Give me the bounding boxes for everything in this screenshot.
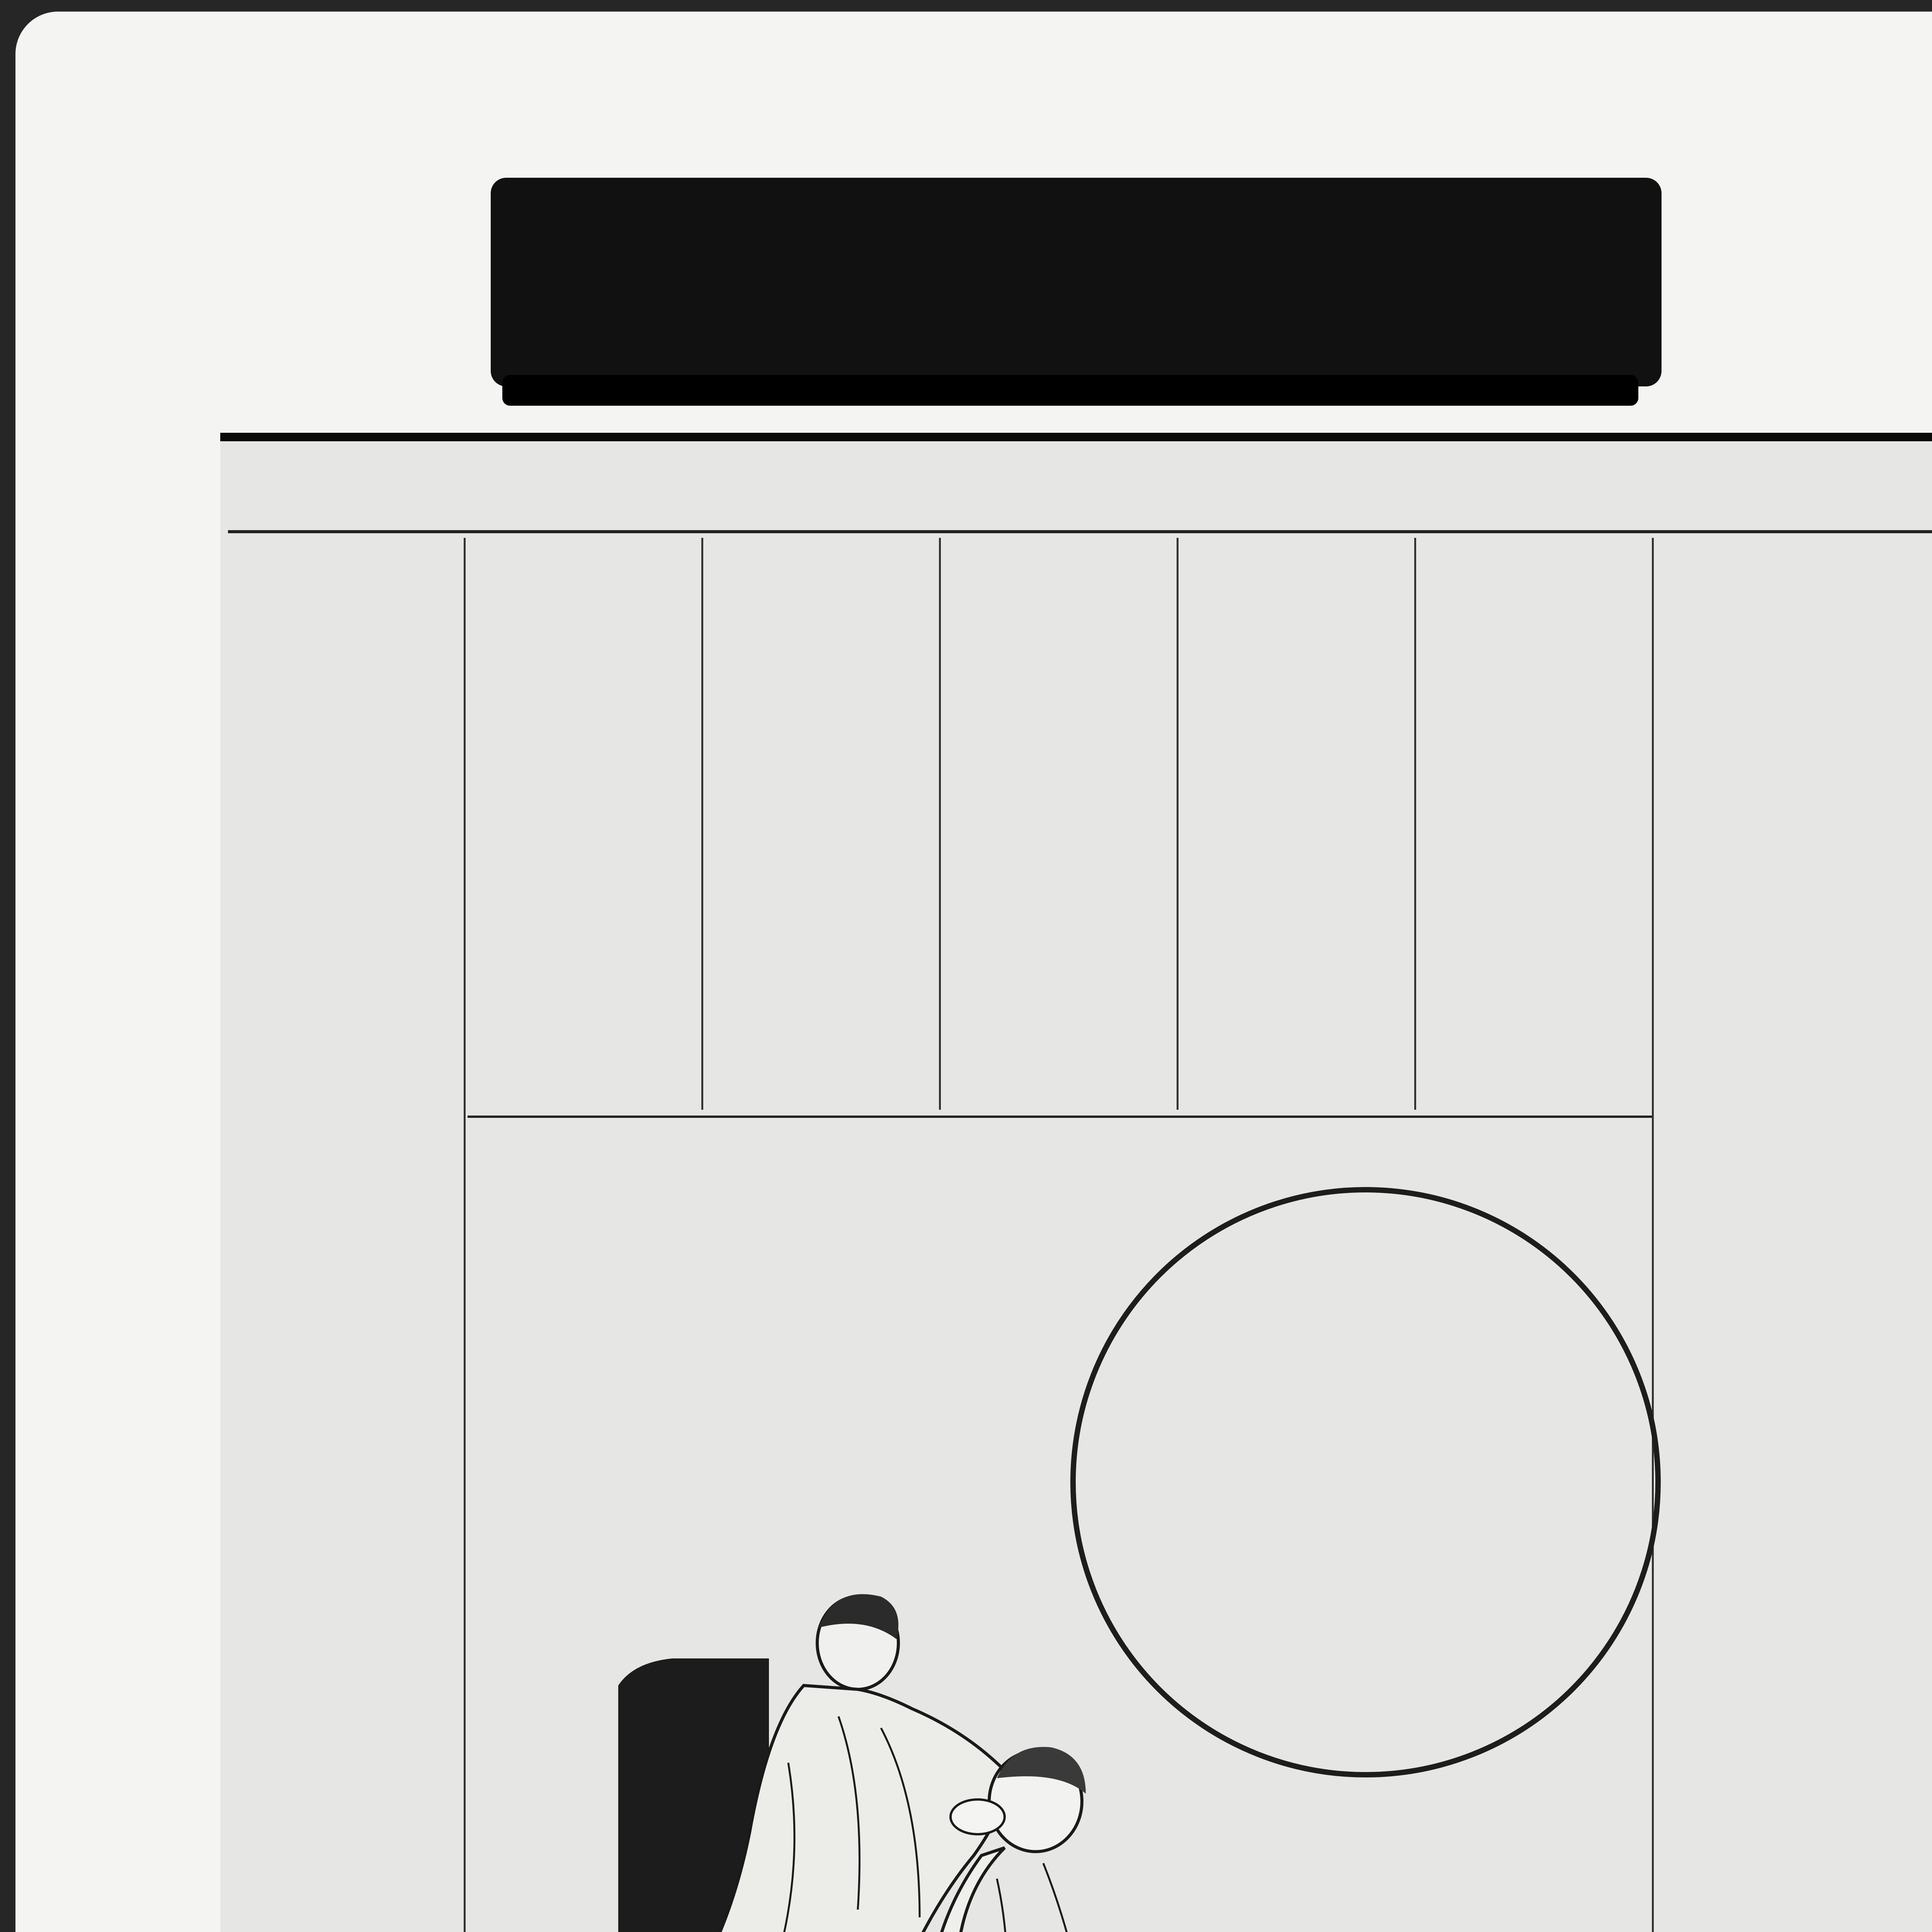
masthead-rule	[228, 530, 1932, 533]
column-1	[232, 542, 460, 1932]
code-strip	[502, 375, 1638, 406]
column-6	[1420, 542, 1648, 1114]
microfilm-code-bar	[491, 178, 1662, 386]
column-rule	[1177, 538, 1179, 1110]
newspaper-page	[220, 433, 1932, 1932]
column-5	[1182, 542, 1410, 1114]
column-rule	[701, 538, 703, 1110]
column-rule	[939, 538, 941, 1110]
column-4	[945, 542, 1173, 1114]
column-rule	[1414, 538, 1416, 1110]
column-rule	[464, 538, 466, 1932]
column-3	[707, 542, 935, 1114]
column-2	[469, 542, 697, 1114]
mother-and-child-illustration	[587, 1562, 1631, 1932]
victory-bond-advertisement	[491, 1117, 1889, 1932]
